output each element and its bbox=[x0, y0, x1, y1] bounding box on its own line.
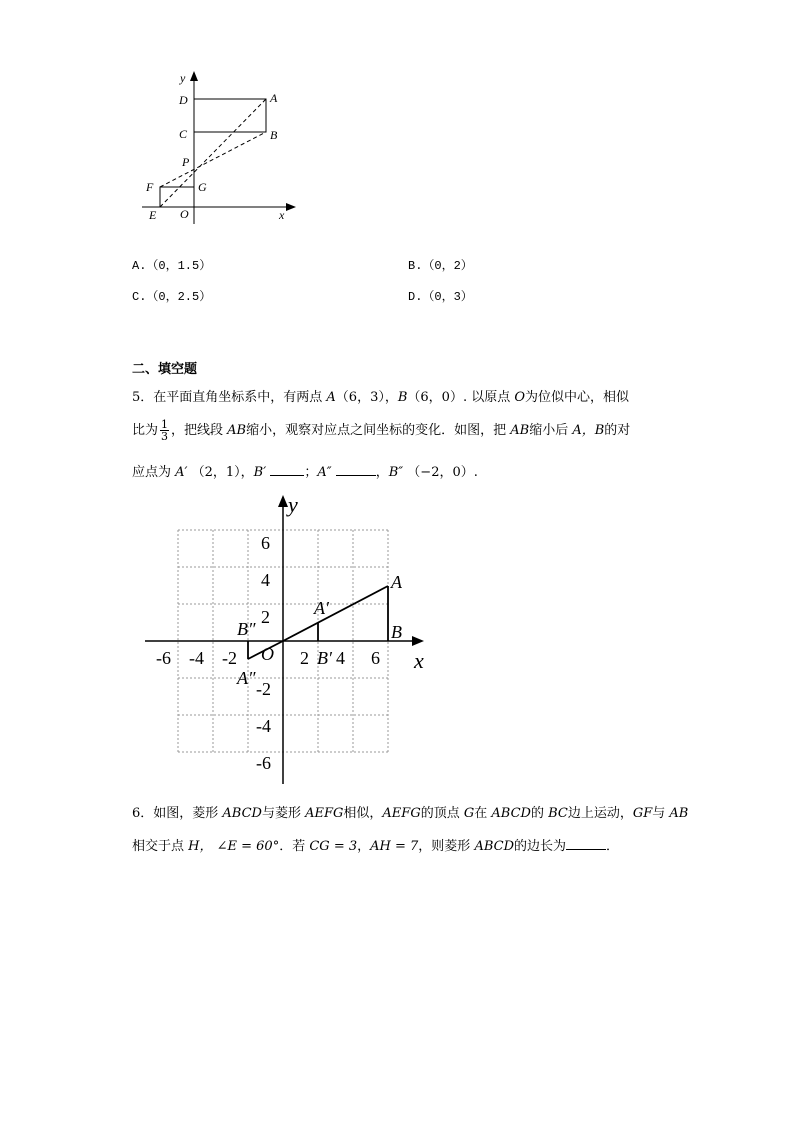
q5-line-1 bbox=[132, 390, 629, 406]
q6-text: ，则菱形 bbox=[418, 839, 475, 854]
q6-line-2 bbox=[132, 837, 619, 855]
fig1-label-a: A bbox=[270, 91, 278, 105]
q5-text: （2，1）， bbox=[187, 465, 254, 480]
fig2-y-arrow bbox=[278, 495, 288, 507]
q5-answer-blank-1[interactable] bbox=[270, 463, 304, 476]
fig2-point-a: A bbox=[391, 572, 402, 592]
fig1-label-e: E bbox=[149, 208, 157, 222]
fig2-xtick: -2 bbox=[222, 648, 237, 668]
q5-line-2 bbox=[132, 418, 630, 444]
q5-text: ， bbox=[375, 465, 389, 480]
q6-text: 6．如图，菱形 bbox=[132, 806, 223, 821]
option-c: C.（0，2.5） bbox=[132, 290, 212, 304]
q5-points-ab: A，B bbox=[572, 423, 605, 438]
q6-name: G bbox=[463, 806, 475, 821]
q5-text: 为位似中心，相似 bbox=[525, 390, 630, 405]
q6-ah: AH = 7 bbox=[370, 839, 419, 854]
q5-segment-ab: AB bbox=[227, 423, 247, 438]
figure-2 bbox=[140, 490, 440, 790]
q6-text: 在 bbox=[474, 806, 492, 821]
q6-text: 相似， bbox=[343, 806, 383, 821]
q5-point-a: A bbox=[326, 390, 336, 405]
fig1-label-o: O bbox=[180, 207, 189, 221]
q5-point-b2: B″ bbox=[388, 465, 404, 480]
q5-segment-ab: AB bbox=[510, 423, 530, 438]
figure-1 bbox=[130, 68, 310, 230]
fig1-y-arrow bbox=[190, 71, 198, 81]
section-title: 二、填空题 bbox=[132, 362, 198, 377]
q5-text: （6，3）， bbox=[335, 390, 398, 405]
fig1-label-y: y bbox=[180, 71, 186, 85]
q6-angle: ∠E = 60° bbox=[216, 839, 280, 854]
fig1-label-p: P bbox=[182, 155, 190, 169]
q5-point-a1: A′ bbox=[175, 465, 188, 480]
q6-text: ． bbox=[606, 839, 620, 854]
q5-text: （−2，0）. bbox=[403, 465, 478, 480]
fig2-ytick: 2 bbox=[261, 607, 270, 627]
fig2-point-b2: B″ bbox=[237, 619, 256, 639]
fig2-ytick: -4 bbox=[256, 716, 271, 736]
q5-point-b: B bbox=[397, 390, 408, 405]
fig2-point-a1: A′ bbox=[314, 598, 329, 618]
fig1-label-c: C bbox=[179, 127, 188, 141]
q5-text: 缩小后 bbox=[529, 423, 573, 438]
fig2-point-b: B bbox=[391, 622, 402, 642]
q6-text: ．若 bbox=[279, 839, 310, 854]
fig2-xtick: 6 bbox=[371, 648, 380, 668]
q6-name: H， bbox=[188, 839, 213, 854]
fig1-dash-ea bbox=[160, 99, 266, 207]
q6-text: ， bbox=[357, 839, 371, 854]
q6-name: AEFG bbox=[382, 806, 421, 821]
fig2-point-a2: A″ bbox=[237, 668, 256, 688]
fig2-axis-label-x: x bbox=[414, 648, 424, 673]
fig2-ytick: 6 bbox=[261, 533, 270, 553]
q6-name: ABCD bbox=[474, 839, 514, 854]
q6-name: AB bbox=[669, 806, 689, 821]
fig1-label-f: F bbox=[146, 180, 154, 194]
q5-text: 的对 bbox=[604, 423, 631, 438]
q5-point-b1: B′ bbox=[253, 465, 267, 480]
q5-answer-blank-2[interactable] bbox=[336, 463, 376, 476]
fig1-label-d: D bbox=[179, 93, 188, 107]
fig1-label-x: x bbox=[279, 208, 285, 222]
option-d: D.（0，3） bbox=[408, 290, 473, 304]
fig1-dash-fb bbox=[160, 132, 266, 187]
q6-text: 与菱形 bbox=[261, 806, 306, 821]
fig2-xtick: 4 bbox=[336, 648, 345, 668]
q6-answer-blank[interactable] bbox=[566, 837, 606, 850]
q5-line-3 bbox=[132, 463, 478, 481]
fig1-x-arrow bbox=[286, 203, 296, 211]
option-b: B.（0，2） bbox=[408, 259, 473, 273]
fig2-xtick: 2 bbox=[300, 648, 309, 668]
q6-text: 的 bbox=[530, 806, 549, 821]
fig2-xtick: -6 bbox=[156, 648, 171, 668]
q5-point-o: O bbox=[514, 390, 526, 405]
fig2-segment-oa bbox=[283, 586, 388, 641]
q5-text: 应点为 bbox=[132, 465, 176, 480]
q5-text: 5．在平面直角坐标系中，有两点 bbox=[132, 390, 327, 405]
q5-text: ； bbox=[304, 465, 318, 480]
q6-name: AEFG bbox=[305, 806, 344, 821]
q6-name: ABCD bbox=[222, 806, 262, 821]
q6-name: GF bbox=[632, 806, 653, 821]
q6-name: ABCD bbox=[491, 806, 531, 821]
q5-text: （6，0）. 以原点 bbox=[407, 390, 515, 405]
q6-text: 的边长为 bbox=[514, 839, 567, 854]
q5-fraction: $\frac{1}{3}$ bbox=[161, 418, 169, 443]
q5-point-a2: A″ bbox=[317, 465, 332, 480]
q5-text: ，把线段 bbox=[171, 423, 228, 438]
fig1-label-b: B bbox=[270, 128, 278, 142]
q6-text: 相交于点 bbox=[132, 839, 189, 854]
q6-name: BC bbox=[548, 806, 568, 821]
fig2-x-arrow bbox=[412, 636, 424, 646]
q5-text: 比为 bbox=[132, 423, 159, 438]
fig2-axis-label-y: y bbox=[288, 492, 298, 517]
q6-text: 边上运动， bbox=[567, 806, 633, 821]
fig1-label-g: G bbox=[198, 180, 207, 194]
fig2-point-b1: B′ bbox=[317, 648, 332, 668]
fig2-ytick: 4 bbox=[261, 570, 270, 590]
fig2-ytick: -6 bbox=[256, 753, 271, 773]
fig2-ytick: -2 bbox=[256, 679, 271, 699]
fig1-rect-dabc bbox=[194, 99, 266, 132]
option-a: A.（0，1.5） bbox=[132, 259, 212, 273]
q6-line-1 bbox=[132, 806, 688, 822]
q6-cg: CG = 3 bbox=[309, 839, 358, 854]
q6-text: 与 bbox=[652, 806, 670, 821]
fig2-xtick: -4 bbox=[189, 648, 204, 668]
fig2-xtick-origin: O bbox=[261, 644, 274, 664]
q6-text: 的顶点 bbox=[420, 806, 464, 821]
q5-text: 缩小，观察对应点之间坐标的变化．如图，把 bbox=[246, 423, 511, 438]
